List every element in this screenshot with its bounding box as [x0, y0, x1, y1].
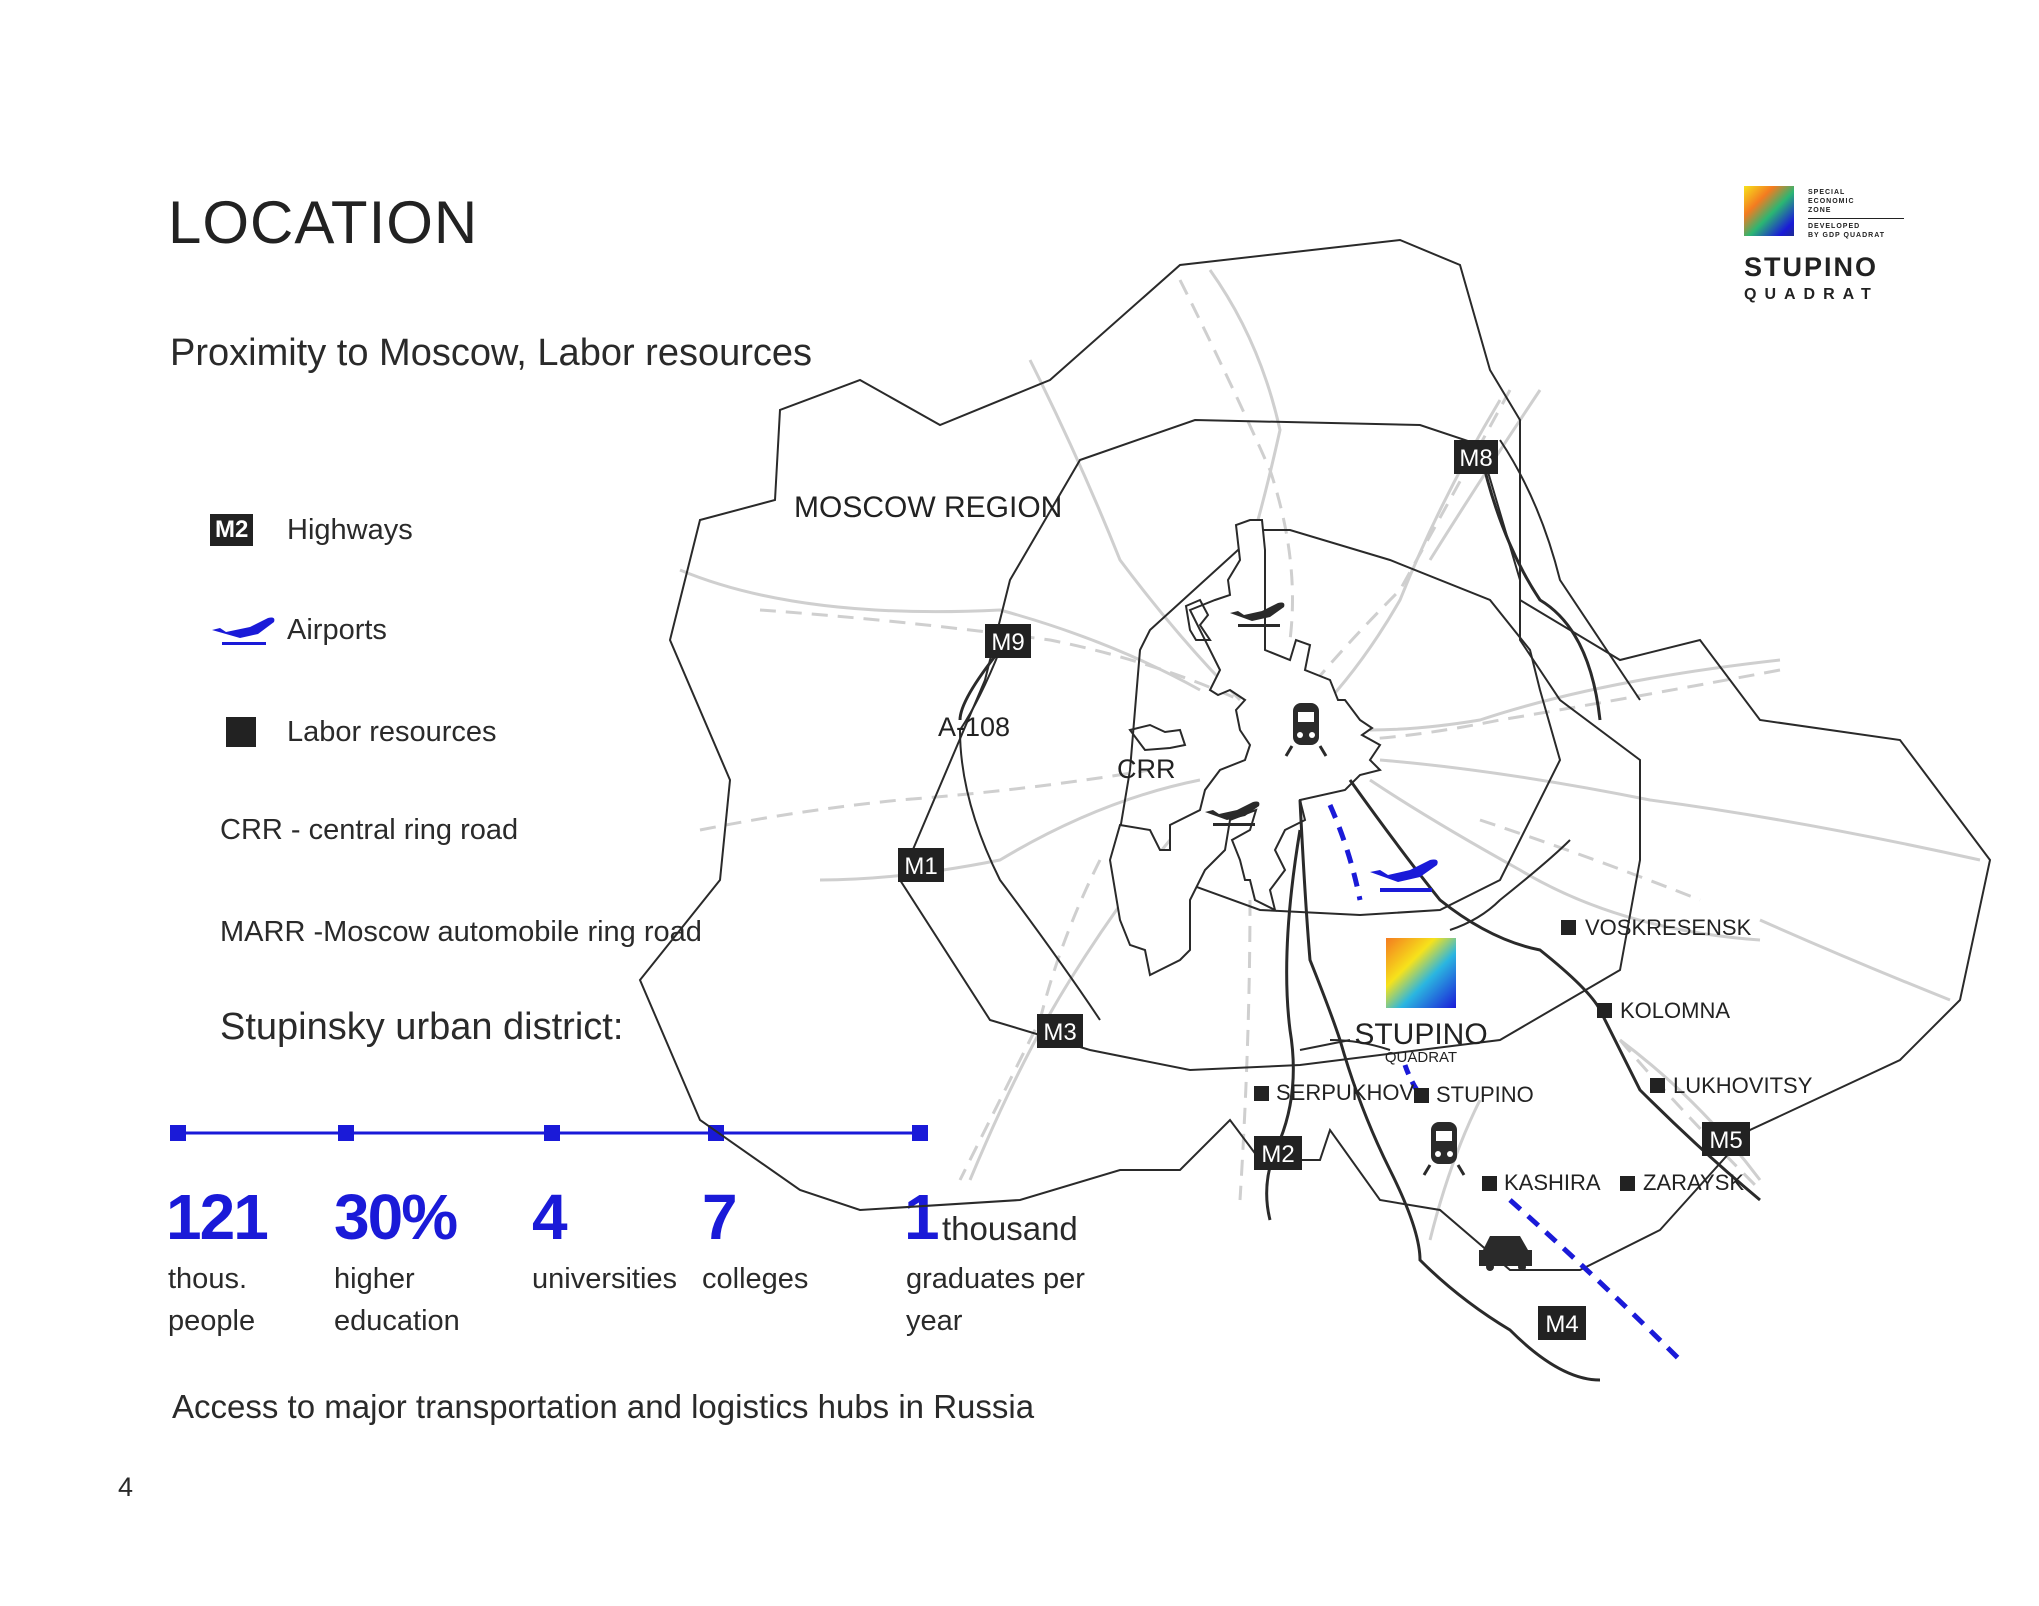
city-label: SERPUKHOV	[1276, 1080, 1415, 1105]
stat-graduates-caption: graduates per year	[906, 1263, 1085, 1337]
logo-small-text: ECONOMIC	[1808, 198, 1855, 205]
highway-badge-icon: M2	[210, 514, 253, 546]
highway-badge-m4	[1538, 1306, 1586, 1340]
city-label: LUKHOVITSY	[1673, 1073, 1813, 1098]
svg-text:M2: M2	[1261, 1141, 1295, 1168]
legend-marr: MARR -Moscow automobile ring road	[220, 916, 702, 948]
highway-badge-m2	[1254, 1136, 1302, 1170]
labor-square-icon	[1650, 1078, 1665, 1093]
logo-small-text: ZONE	[1808, 207, 1832, 214]
svg-text:M8: M8	[1459, 445, 1493, 472]
logo-small-text: DEVELOPED	[1808, 223, 1861, 230]
legend-highways-label: Highways	[287, 513, 413, 546]
highway-badge-m5	[1702, 1122, 1750, 1156]
stat-population-caption: thous. people	[168, 1263, 256, 1337]
city-label: ZARAYSK	[1643, 1170, 1745, 1195]
labor-square-icon	[1597, 1003, 1612, 1018]
car-icon	[1479, 1236, 1532, 1271]
road-label-a108: A-108	[938, 712, 1011, 742]
airplane-icon	[1370, 860, 1438, 892]
labor-square-icon	[1414, 1088, 1429, 1103]
road-label-crr: CRR	[1117, 754, 1176, 784]
legend-labor-label: Labor resources	[287, 715, 497, 748]
labor-square-icon	[1561, 920, 1576, 935]
highway-badge-m8	[1454, 440, 1498, 474]
stat-education-value: 30%	[334, 1181, 457, 1253]
svg-text:M3: M3	[1043, 1019, 1077, 1046]
logo-sub: QUADRAT	[1744, 286, 1879, 303]
page-subtitle: Proximity to Moscow, Labor resources	[170, 332, 813, 374]
page-number: 4	[118, 1472, 134, 1502]
highway-badge-m9	[985, 624, 1031, 658]
stat-colleges-value: 7	[702, 1181, 736, 1253]
stat-population-value: 121	[166, 1181, 267, 1253]
stat-colleges-caption: colleges	[702, 1263, 809, 1295]
stat-education-caption: higher education	[334, 1263, 460, 1337]
moscow-city-boundary	[1110, 520, 1380, 975]
access-statement: Access to major transportation and logistics hubs in Russia	[172, 1388, 1035, 1425]
stat-universities-value: 4	[532, 1181, 566, 1253]
city-label: KASHIRA	[1504, 1170, 1601, 1195]
labor-square-icon	[1482, 1176, 1497, 1191]
highway-badge-m3	[1037, 1014, 1083, 1048]
stupino-quadrat-sublabel: QUADRAT	[1384, 1049, 1458, 1066]
labor-square-icon	[1620, 1176, 1635, 1191]
district-title: Stupinsky urban district:	[220, 1006, 624, 1048]
legend-crr: CRR - central ring road	[220, 814, 519, 846]
moscow-region-label: MOSCOW REGION	[794, 491, 1063, 524]
stat-graduates-value: 1	[904, 1181, 938, 1253]
svg-text:M1: M1	[904, 853, 938, 880]
background-rails	[700, 280, 1780, 1200]
stupino-quadrat-label: STUPINO	[1354, 1018, 1488, 1051]
logo-small-text: BY GDP QUADRAT	[1808, 232, 1886, 239]
logo-name: STUPINO	[1744, 252, 1879, 282]
city-label: STUPINO	[1436, 1082, 1534, 1107]
stupino-quadrat-marker	[1386, 938, 1456, 1008]
city-label: KOLOMNA	[1620, 998, 1731, 1023]
stat-graduates-unit: thousand	[942, 1210, 1078, 1247]
city-label: VOSKRESENSK	[1585, 915, 1752, 940]
svg-text:M4: M4	[1545, 1311, 1579, 1338]
page-title: LOCATION	[168, 189, 479, 256]
stat-universities-caption: universities	[532, 1263, 678, 1295]
legend-airports-label: Airports	[287, 613, 387, 646]
labor-square-icon	[1254, 1086, 1269, 1101]
highway-badge-m1	[898, 848, 944, 882]
svg-text:M9: M9	[991, 629, 1025, 656]
svg-text:M5: M5	[1709, 1127, 1743, 1154]
logo-small-text: SPECIAL	[1808, 189, 1846, 196]
